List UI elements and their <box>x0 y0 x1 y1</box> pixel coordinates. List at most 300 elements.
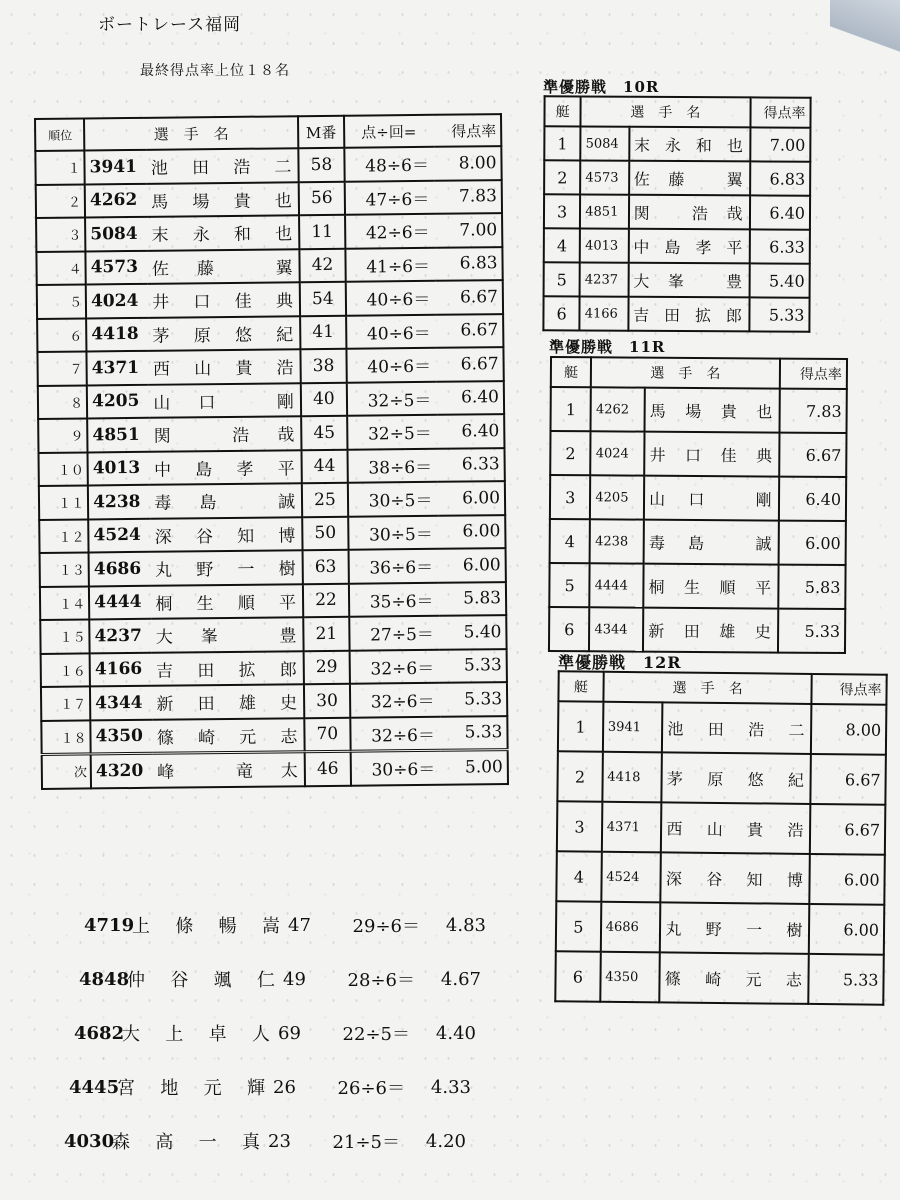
player-name-char: 卓 <box>208 1024 227 1045</box>
player-name-char: 典 <box>755 445 775 466</box>
race-row <box>556 851 885 904</box>
motor-number: 38 <box>300 349 346 383</box>
player-name-char: 生 <box>684 577 703 597</box>
col-name: 選 手 名 <box>581 96 750 127</box>
player-name-char: 吉 <box>156 661 176 682</box>
score-rate: 4.67 <box>440 968 481 990</box>
player-name-char: 崎 <box>197 727 218 749</box>
player-name-char: 浩 <box>787 820 806 840</box>
player-name-char <box>199 421 207 446</box>
col-boat: 艇 <box>544 96 580 126</box>
player-name-char: 桐 <box>155 594 175 615</box>
points-calc: 30÷6＝ <box>350 750 441 785</box>
name-cell <box>643 608 778 653</box>
player-name-char: 丸 <box>154 560 175 582</box>
player-name-char: 田 <box>191 158 212 179</box>
player-name-char: 山 <box>706 819 725 839</box>
player-name <box>155 555 298 581</box>
player-name-char: 知 <box>746 869 765 889</box>
rank-cell: １８ <box>41 720 90 755</box>
player-name-char: 雄 <box>719 621 738 641</box>
boat-number: 4 <box>544 228 580 262</box>
name-cell <box>645 388 780 433</box>
player-name <box>156 689 299 715</box>
player-name-char: 浩 <box>276 358 296 379</box>
player-name-char: 浩 <box>232 425 252 447</box>
race-row <box>544 126 810 161</box>
motor-number: 40 <box>301 382 347 416</box>
player-name-char: 関 <box>633 203 652 223</box>
player-name-char: 生 <box>196 593 216 615</box>
player-name-char: 仁 <box>256 970 275 991</box>
player-name <box>648 618 773 642</box>
player-name-char: 平 <box>277 459 297 480</box>
motor-number: 58 <box>298 148 344 182</box>
race-row <box>555 951 884 1004</box>
player-name-char: 佳 <box>234 291 254 313</box>
name-cell <box>147 182 299 217</box>
player-name-char: 西 <box>666 818 685 839</box>
player-name-char: 口 <box>684 445 704 465</box>
player-name-char: 竜 <box>235 761 255 783</box>
name-cell <box>628 263 749 298</box>
player-name <box>156 622 299 648</box>
col-m: M番 <box>298 116 344 148</box>
player-name <box>633 268 744 292</box>
player-name-char <box>727 531 734 554</box>
motor-number: 29 <box>304 650 350 684</box>
ranking-row <box>42 750 508 789</box>
player-name-char: 深 <box>154 527 174 548</box>
score-rate: 6.00 <box>438 481 505 515</box>
player-name-char: 井 <box>649 445 668 465</box>
player-name-char: 谷 <box>195 526 216 548</box>
rank-cell: 次 <box>42 754 91 789</box>
player-name-char: 篠 <box>156 728 176 749</box>
racer-number: 4024 <box>591 431 645 475</box>
background-corner <box>830 0 900 60</box>
player-name <box>154 421 297 447</box>
player-name <box>649 530 774 554</box>
player-name-char <box>243 387 251 412</box>
rank-cell: ８ <box>38 385 87 419</box>
racer-number: 4851 <box>580 194 629 228</box>
player-name-char: 西 <box>152 359 173 381</box>
player-name-char: 一 <box>745 919 765 939</box>
player-name-char: 一 <box>237 559 257 581</box>
player-name-char: 池 <box>150 158 170 180</box>
col-rate: 得点率 <box>750 97 811 127</box>
player-name-char: 馬 <box>649 401 668 421</box>
col-rate: 得点率 <box>780 359 848 389</box>
player-name-char: 翼 <box>275 258 295 279</box>
score-rate: 7.00 <box>750 127 811 161</box>
player-name-char: 真 <box>241 1132 260 1153</box>
ranking-title: 最終得点率上位１８名 <box>140 63 290 79</box>
player-name-char: 宮 <box>117 1078 135 1099</box>
player-name-char: 史 <box>280 693 300 714</box>
racer-number: 4848 <box>79 968 130 990</box>
motor-number: 70 <box>304 717 350 751</box>
racer-number: 4371 <box>602 802 662 853</box>
points-calc: 35÷6＝ <box>349 582 440 616</box>
player-name <box>666 816 805 840</box>
points-calc: 22÷5＝ <box>342 1024 410 1045</box>
player-name <box>132 912 288 938</box>
player-name-char: 森 <box>112 1132 130 1153</box>
racer-number: 4013 <box>88 451 151 485</box>
player-name-char: 原 <box>707 769 726 789</box>
racer-number: 4445 <box>69 1076 120 1098</box>
points-calc: 32÷5＝ <box>347 381 438 415</box>
player-name-char: 口 <box>193 292 213 313</box>
col-boat: 艇 <box>558 671 603 701</box>
motor-number: 25 <box>302 483 348 517</box>
player-name-char: 平 <box>726 237 745 257</box>
racer-number: 4444 <box>89 585 152 619</box>
score-rate: 5.83 <box>439 582 506 616</box>
player-name <box>151 220 294 246</box>
player-name-char: 誠 <box>277 492 298 513</box>
name-cell <box>629 127 750 162</box>
player-name-char: 峰 <box>157 762 177 783</box>
player-name-char: 太 <box>280 761 300 782</box>
racer-number: 4444 <box>590 563 644 607</box>
player-name-char: 紀 <box>787 770 807 790</box>
race-row <box>544 160 810 195</box>
player-name-char: 豊 <box>726 271 745 291</box>
motor-number: 50 <box>302 516 348 550</box>
motor-number: 22 <box>303 583 349 617</box>
points-calc: 30÷5＝ <box>348 482 439 516</box>
race-row <box>544 262 810 297</box>
ranking-row <box>41 649 507 687</box>
motor-number: 26 <box>273 1076 296 1098</box>
player-name <box>634 200 745 224</box>
player-name-char: 深 <box>665 868 685 889</box>
name-cell <box>628 297 749 332</box>
score-rate: 6.00 <box>778 521 846 565</box>
rank-cell: １３ <box>40 552 89 586</box>
motor-number: 46 <box>305 751 351 785</box>
race-title-11r: 準優勝戦 11R <box>549 338 666 356</box>
score-rate: 6.40 <box>749 195 810 229</box>
player-name-char: 吉 <box>633 305 652 325</box>
race-row <box>556 901 885 954</box>
player-name-char: 田 <box>707 719 726 739</box>
race-row <box>557 801 886 854</box>
player-name-char: 大 <box>122 1024 140 1045</box>
motor-number: 63 <box>303 550 349 584</box>
name-cell <box>149 383 301 418</box>
ranking-header-row <box>35 114 501 151</box>
player-name-char: 佐 <box>151 259 172 280</box>
points-calc: 32÷6＝ <box>350 716 441 751</box>
name-cell <box>152 651 304 686</box>
player-name-char: 馬 <box>151 192 171 213</box>
player-name <box>157 722 300 748</box>
name-cell <box>153 718 305 754</box>
player-name <box>154 454 297 480</box>
score-rate: 6.00 <box>439 548 506 582</box>
ranking-row <box>35 146 501 184</box>
score-rate: 7.83 <box>779 389 847 433</box>
player-name-char: 地 <box>160 1078 179 1099</box>
player-name-char <box>242 254 250 279</box>
player-name-char: 田 <box>663 305 683 325</box>
player-name-char: 元 <box>239 727 259 748</box>
ranking-row <box>37 347 503 385</box>
racer-number: 4851 <box>87 418 150 452</box>
player-name-char: 崎 <box>705 969 724 989</box>
player-name-char: 剛 <box>276 392 297 413</box>
score-rate: 5.33 <box>749 297 810 331</box>
player-name-char: 大 <box>155 627 175 649</box>
player-name-char: 末 <box>151 225 171 247</box>
racer-number: 3941 <box>603 702 663 753</box>
player-name <box>667 716 806 740</box>
racer-number: 4237 <box>580 262 629 296</box>
extra-ranking-row <box>74 1020 476 1046</box>
player-name-char: 毒 <box>648 533 667 553</box>
player-name-char: 和 <box>695 135 714 155</box>
name-cell <box>628 229 749 264</box>
player-name-char: 茅 <box>152 326 172 347</box>
player-name <box>649 574 774 598</box>
racer-number: 4350 <box>600 952 660 1003</box>
player-name-char: 翼 <box>726 169 745 189</box>
racer-number: 5084 <box>85 217 148 251</box>
racer-number: 4320 <box>91 753 154 788</box>
player-name <box>152 320 295 346</box>
player-name-char: 永 <box>664 135 684 155</box>
boat-number: 1 <box>544 126 580 160</box>
player-name-char: 丸 <box>665 918 684 939</box>
race-row <box>549 563 845 609</box>
ranking-row <box>36 213 502 251</box>
name-cell <box>662 752 812 804</box>
player-name-char: 貴 <box>235 358 255 380</box>
score-rate: 5.40 <box>749 263 810 297</box>
player-name-char: 口 <box>198 392 218 414</box>
player-name-char <box>246 622 254 647</box>
ranking-table <box>34 113 509 789</box>
player-name <box>127 966 283 992</box>
player-name-char <box>202 757 210 782</box>
player-name-char <box>244 488 252 513</box>
ranking-row <box>37 314 503 352</box>
points-calc: 32÷5＝ <box>347 415 438 449</box>
player-name-char: 郎 <box>279 660 299 681</box>
score-rate: 6.67 <box>436 314 503 348</box>
points-calc: 32÷6＝ <box>349 649 440 683</box>
boat-number: 2 <box>544 160 580 194</box>
name-cell <box>148 249 300 284</box>
document-title: ボートレース福岡 <box>98 15 242 35</box>
boat-number: 6 <box>549 607 590 651</box>
race-title-10r: 準優勝戦 10R <box>543 78 660 96</box>
player-name <box>156 655 299 681</box>
player-name-char: 毒 <box>154 493 174 515</box>
boat-number: 1 <box>558 701 603 751</box>
points-calc: 42÷6＝ <box>345 214 436 248</box>
extra-ranking-row <box>79 966 481 992</box>
player-name-char: 博 <box>278 526 298 547</box>
extra-ranking-row <box>84 912 486 938</box>
score-rate: 6.67 <box>436 280 503 314</box>
ranking-row <box>39 481 505 519</box>
ranking-row <box>40 615 506 653</box>
name-cell <box>150 450 302 485</box>
race-header-row <box>544 96 810 127</box>
ranking-row <box>36 247 502 285</box>
player-name-char: 浩 <box>691 203 710 223</box>
player-name <box>650 398 775 422</box>
race-row <box>544 228 810 263</box>
score-rate: 6.67 <box>779 433 847 477</box>
player-name-char: 藤 <box>196 258 217 280</box>
points-calc: 29÷6＝ <box>352 916 420 937</box>
ranking-row <box>40 582 506 620</box>
player-name-char: 二 <box>274 157 294 178</box>
player-name-char: 高 <box>155 1132 174 1153</box>
col-rank: 順位 <box>35 118 84 151</box>
racer-number: 4524 <box>88 518 151 552</box>
player-name-char: 拡 <box>238 660 258 681</box>
player-name-char: 樹 <box>278 559 298 580</box>
player-name-char: 中 <box>153 460 174 481</box>
name-cell <box>150 483 302 518</box>
name-cell <box>662 702 812 754</box>
player-name-char: 博 <box>786 870 806 890</box>
boat-number: 3 <box>544 194 580 228</box>
motor-number: 21 <box>303 617 349 651</box>
player-name-char: 茅 <box>666 768 686 789</box>
score-rate: 4.20 <box>425 1130 466 1152</box>
player-name-char: 場 <box>685 401 704 421</box>
rank-cell: ２ <box>36 184 85 218</box>
motor-number: 56 <box>299 181 345 215</box>
player-name-char: 仲 <box>127 970 145 991</box>
player-name-char: 平 <box>278 593 299 614</box>
score-rate: 6.40 <box>438 414 505 448</box>
player-name-char: 末 <box>633 135 653 155</box>
player-name <box>151 186 294 212</box>
col-name: 選 手 名 <box>84 116 298 150</box>
racer-number: 4238 <box>590 519 644 563</box>
player-name-char: 二 <box>788 720 807 740</box>
rank-cell: １７ <box>41 686 90 720</box>
player-name <box>155 588 298 614</box>
score-rate: 6.83 <box>750 161 811 195</box>
racer-number: 4166 <box>90 652 153 686</box>
player-name <box>122 1020 278 1046</box>
racer-number: 4350 <box>90 719 153 754</box>
player-name-char <box>727 487 734 510</box>
score-rate: 5.33 <box>440 682 507 716</box>
boat-number: 2 <box>550 431 591 475</box>
player-name-char: 中 <box>633 237 652 257</box>
player-name-char: 元 <box>203 1078 222 1099</box>
player-name <box>155 521 298 547</box>
score-rate: 7.83 <box>435 180 502 214</box>
ranking-row <box>36 180 502 218</box>
player-name-char: 山 <box>194 359 214 380</box>
motor-number: 41 <box>300 315 346 349</box>
player-name-char: 樹 <box>786 920 805 940</box>
player-name-char: 哉 <box>277 425 297 446</box>
boat-number: 3 <box>557 801 602 851</box>
motor-number: 30 <box>304 684 350 718</box>
player-name <box>157 757 300 783</box>
player-name-char: 貴 <box>233 191 253 212</box>
race-row <box>550 519 846 565</box>
racer-number: 4686 <box>89 552 152 586</box>
score-rate: 4.40 <box>435 1022 476 1044</box>
racer-number: 4030 <box>64 1130 115 1152</box>
racer-number: 4573 <box>86 250 149 284</box>
player-name-char: 條 <box>175 916 194 937</box>
motor-number: 11 <box>299 215 345 249</box>
racer-number: 4719 <box>84 914 135 936</box>
rank-cell: ４ <box>36 251 85 285</box>
race-header-row <box>558 671 886 704</box>
ranking-row <box>38 414 504 452</box>
player-name-char: 也 <box>275 224 295 245</box>
racer-number: 4344 <box>90 686 153 720</box>
name-cell <box>151 584 303 619</box>
name-cell <box>151 517 303 552</box>
ranking-row <box>38 381 504 419</box>
points-calc: 48÷6＝ <box>344 147 435 181</box>
name-cell <box>660 902 810 954</box>
points-calc: 32÷6＝ <box>350 683 441 717</box>
points-calc: 30÷5＝ <box>348 515 439 549</box>
name-cell <box>153 752 305 788</box>
race-table-11r <box>548 356 848 654</box>
rank-cell: ６ <box>37 318 86 352</box>
player-name <box>152 287 295 313</box>
col-rate: 得点率 <box>434 114 501 147</box>
racer-number: 4262 <box>85 183 148 217</box>
race-header-row <box>551 357 847 389</box>
extra-ranking-row <box>69 1074 471 1100</box>
name-cell <box>148 282 300 317</box>
player-name-char: 関 <box>153 426 173 448</box>
racer-number: 3941 <box>84 150 147 184</box>
player-name-char: 新 <box>156 694 176 715</box>
name-cell <box>661 802 811 854</box>
player-name <box>152 253 295 279</box>
racer-number: 4262 <box>591 387 645 431</box>
motor-number: 69 <box>278 1022 301 1044</box>
player-name-char: 上 <box>165 1024 184 1045</box>
points-calc: 41÷6＝ <box>345 247 436 281</box>
race-row <box>551 387 847 433</box>
player-name-char: 和 <box>233 224 254 246</box>
name-cell <box>629 161 750 196</box>
player-name-char <box>668 200 675 223</box>
score-rate: 6.67 <box>810 804 885 855</box>
player-name-char: 田 <box>197 660 217 682</box>
player-name-char: 上 <box>132 916 150 937</box>
racer-number: 4344 <box>589 607 643 651</box>
rank-cell: １４ <box>40 586 89 620</box>
ranking-row <box>39 448 505 486</box>
points-calc: 40÷6＝ <box>346 348 437 382</box>
motor-number: 44 <box>301 449 347 483</box>
player-name-char: 井 <box>152 292 172 314</box>
